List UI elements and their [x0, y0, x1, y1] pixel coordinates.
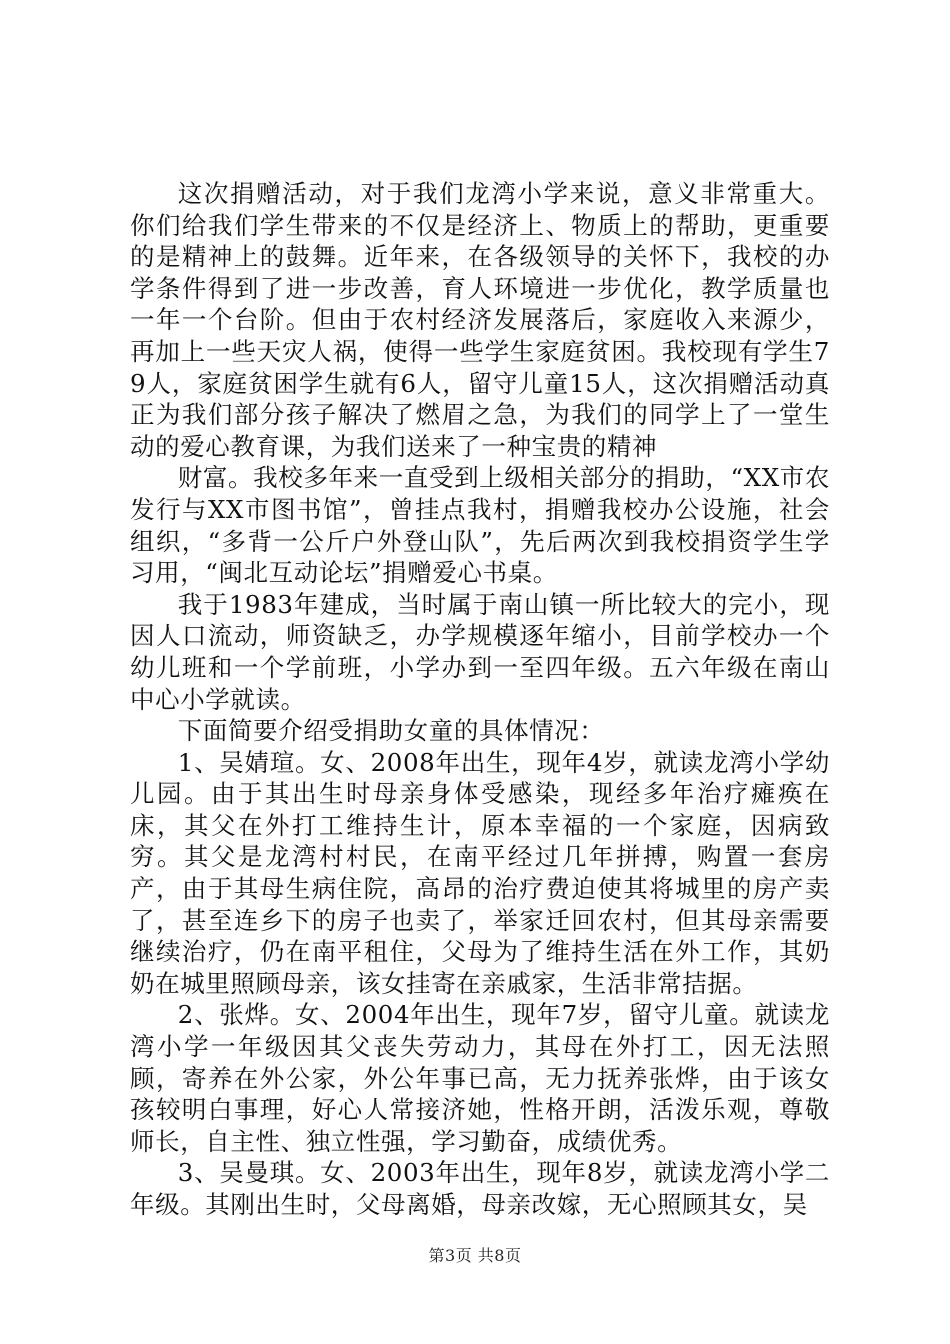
paragraph-girl-2: 2、张烨。女、2004年出生，现年7岁，留守儿童。就读龙湾小学一年级因其父丧失劳动力，其母在外打工，因无法照顾，寄养在外公家，外公年事已高，无力抚养张烨，由于该女孩较明白事理，好心人常接济她，性格开朗，活泼乐观，尊敬师长，自主性、独立性强，学习勤奋，成绩优秀。: [130, 1000, 830, 1156]
paragraph-introduction: 下面简要介绍受捐助女童的具体情况：: [177, 716, 605, 746]
paragraph-girl-3: 3、吴曼琪。女、2003年出生，现年8岁，就读龙湾小学二年级。其刚出生时，父母离婚，母亲改嫁，无心照顾其女，吴: [130, 1158, 830, 1219]
paragraph-school-history: 我于1983年建成，当时属于南山镇一所比较大的完小，现因人口流动，师资缺乏，办学规模逐年缩小，目前学校办一个幼儿班和一个学前班，小学办到一至四年级。五六年级在南山中心小学就读。: [130, 589, 830, 714]
body-text: [130, 178, 830, 1221]
paragraph-girl-1: 1、吴婧瑄。女、2008年出生，现年4岁，就读龙湾小学幼儿园。由于其出生时母亲身体受感染，现经多年治疗瘫痪在床，其父在外打工维持生计，原本幸福的一个家庭，因病致穷。其父是龙湾村村民，在南平经过几年拼搏，购置一套房产，由于其母生病住院，高昂的治疗费迫使其将城里的房产卖了，甚至连乡下的房子也卖了，举家迁回农村，但其母亲需要继续治疗，仍在南平租住，父母为了维持生活在外工作，其奶奶在城里照顾母亲，该女挂寄在亲戚家，生活非常拮据。: [130, 747, 830, 998]
paragraph-past-donations: 财富。我校多年来一直受到上级相关部分的捐助，“XX市农发行与XX市图书馆”，曾挂点我村，捐赠我校办公设施，社会组织，“多背一公斤户外登山队”，先后两次到我校捐资学生学习用，“闽北互动论坛”捐赠爱心书桌。: [130, 463, 830, 588]
page-number-footer: 第3页 共8页: [428, 1246, 522, 1265]
paragraph-donation-significance: 这次捐赠活动，对于我们龙湾小学来说，意义非常重大。你们给我们学生带来的不仅是经济上、物质上的帮助，更重要的是精神上的鼓舞。近年来，在各级领导的关怀下，我校的办学条件得到了进一步改善，育人环境进一步优化，教学质量也一年一个台阶。但由于农村经济发展落后，家庭收入来源少，再加上一些天灾人祸，使得一些学生家庭贫困。我校现有学生79人，家庭贫困学生就有6人，留守儿童15人，这次捐赠活动真正为我们部分孩子解决了燃眉之急，为我们的同学上了一堂生动的爱心教育课，为我们送来了一种宝贵的精神: [130, 179, 830, 461]
